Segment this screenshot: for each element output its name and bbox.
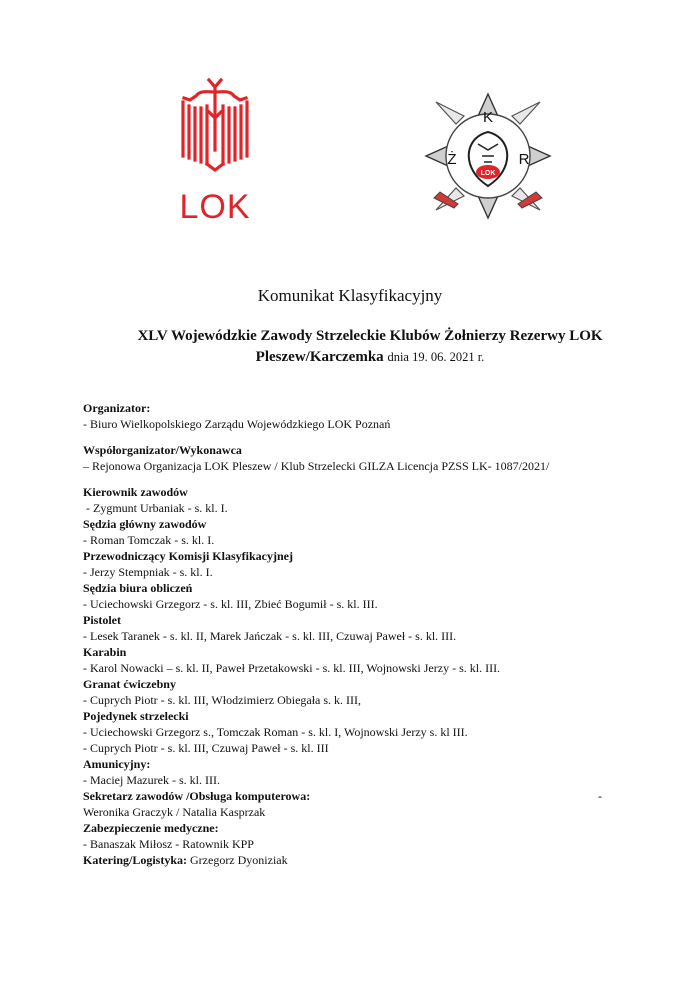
sedzia-glowny-label: Sędzia główny zawodów	[83, 517, 207, 531]
komisja-value: - Jerzy Stempniak - s. kl. I.	[83, 565, 213, 579]
amunicyjny-label: Amunicyjny:	[83, 757, 151, 771]
karabin-value: - Karol Nowacki – s. kl. II, Paweł Przetakowski - s. kl. III, Wojnowski Jerzy - s. kl. III.	[83, 661, 501, 675]
event-heading	[60, 326, 680, 368]
amunicyjny-value: - Maciej Mazurek - s. kl. III.	[83, 773, 220, 787]
sekretarz-trail: -	[598, 789, 602, 803]
komisja-label: Przewodniczący Komisji Klasyfikacyjnej	[83, 549, 293, 563]
pistolet-value: - Lesek Taranek - s. kl. II, Marek Jańczak - s. kl. III, Czuwaj Paweł - s. kl. III.	[83, 629, 457, 643]
kzr-letter-r: R	[518, 151, 530, 168]
katering-label: Katering/Logistyka:	[83, 853, 187, 867]
sedzia-glowny-value: - Roman Tomczak - s. kl. I.	[83, 533, 215, 547]
event-title: XLV Wojewódzkie Zawody Strzeleckie Klubów Żołnierzy Rezerwy LOK	[137, 328, 603, 344]
kzr-badge-text: LOK	[480, 170, 496, 177]
medyczne-value: - Banaszak Miłosz - Ratownik KPP	[83, 837, 254, 851]
pojedynek-value-1: - Uciechowski Grzegorz s., Tomczak Roman - s. kl. I, Wojnowski Jerzy s. kl III.	[83, 725, 468, 739]
sekretarz-row	[83, 788, 643, 804]
karabin-label: Karabin	[83, 645, 127, 659]
kzr-logo	[424, 92, 552, 220]
medyczne-label: Zabezpieczenie medyczne:	[83, 821, 219, 835]
sekretarz-label: Sekretarz zawodów /Obsługa komputerowa:	[83, 789, 311, 803]
kierownik-value: - Zygmunt Urbaniak - s. kl. I.	[83, 501, 228, 515]
event-date: dnia 19. 06. 2021 r.	[387, 350, 485, 364]
co-organizer-label: Współorganizator/Wykonawca	[83, 443, 242, 457]
granat-label: Granat ćwiczebny	[83, 677, 176, 691]
katering-value: Grzegorz Dyoniziak	[190, 853, 288, 867]
organizer-value: - Biuro Wielkopolskiego Zarządu Wojewódzkiego LOK Poznań	[83, 417, 391, 431]
katering-row	[83, 852, 643, 868]
lok-logo	[176, 78, 254, 228]
page-title: Komunikat Klasyfikacyjny	[257, 286, 443, 305]
event-place: Pleszew/Karczemka	[255, 349, 384, 365]
sekretarz-value: Weronika Graczyk / Natalia Kasprzak	[83, 805, 266, 819]
pistolet-label: Pistolet	[83, 613, 121, 627]
kierownik-label: Kierownik zawodów	[83, 485, 188, 499]
organizer-label: Organizator:	[83, 401, 151, 415]
event-place-date	[60, 347, 680, 368]
co-organizer-value: – Rejonowa Organizacja LOK Pleszew / Klub Strzelecki GILZA Licencja PZSS LK- 1087/2021/	[83, 459, 550, 473]
kzr-letter-z: Ż	[447, 151, 457, 168]
pojedynek-label: Pojedynek strzelecki	[83, 709, 189, 723]
biuro-value: - Uciechowski Grzegorz - s. kl. III, Zbieć Bogumił - s. kl. III.	[83, 597, 378, 611]
kzr-letter-k: K	[482, 109, 494, 126]
pojedynek-value-2: - Cuprych Piotr - s. kl. III, Czuwaj Paweł - s. kl. III	[83, 741, 329, 755]
biuro-label: Sędzia biura obliczeń	[83, 581, 193, 595]
granat-value: - Cuprych Piotr - s. kl. III, Włodzimierz Obiegała s. k. III,	[83, 693, 362, 707]
lok-logo-text: LOK	[179, 188, 251, 226]
document-body	[83, 400, 643, 868]
